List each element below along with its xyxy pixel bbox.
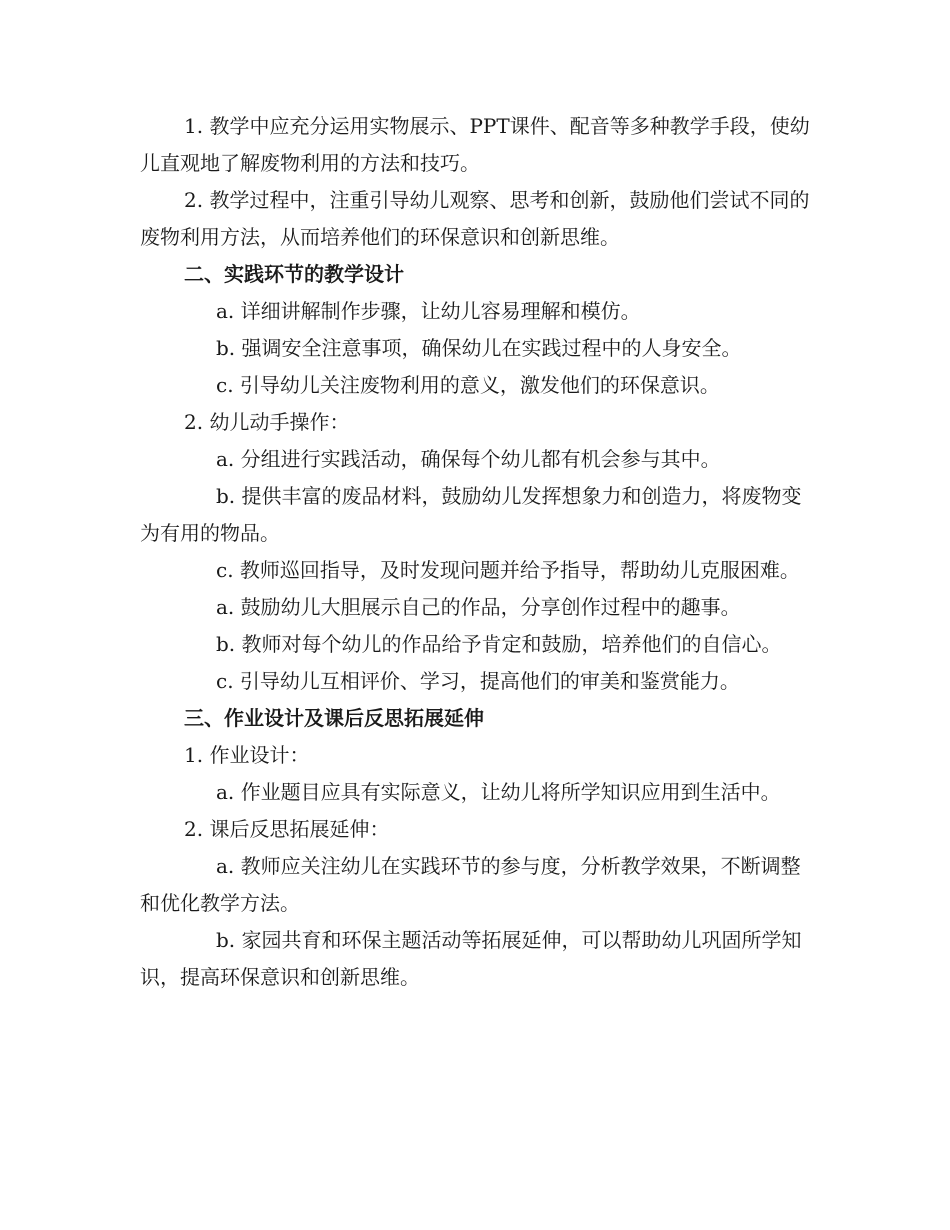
section-heading-2: 二、实践环节的教学设计 <box>184 262 404 286</box>
list-item: b. 强调安全注意事项，确保幼儿在实践过程中的人身安全。 <box>216 336 742 360</box>
list-item: b. 教师对每个幼儿的作品给予肯定和鼓励，培养他们的自信心。 <box>216 632 782 656</box>
list-item: b. 家园共育和环保主题活动等拓展延伸，可以帮助幼儿巩固所学知识，提高环保意识和创新思维。 <box>140 928 802 989</box>
list-item: c. 引导幼儿互相评价、学习，提高他们的审美和鉴赏能力。 <box>216 669 740 693</box>
document-body <box>140 108 812 996</box>
list-item: a. 教师应关注幼儿在实践环节的参与度，分析教学效果，不断调整和优化教学方法。 <box>140 854 801 915</box>
list-item: a. 作业题目应具有实际意义，让幼儿将所学知识应用到生活中。 <box>216 780 781 804</box>
paragraph-1: 1. 教学中应充分运用实物展示、PPT课件、配音等多种教学手段，使幼儿直观地了解废物利用的方法和技巧。 <box>140 114 810 175</box>
list-item: a. 分组进行实践活动，确保每个幼儿都有机会参与其中。 <box>216 447 721 471</box>
subsection-title: 1. 作业设计： <box>184 743 310 767</box>
section-heading-3: 三、作业设计及课后反思拓展延伸 <box>184 706 484 730</box>
list-item: b. 提供丰富的废品材料，鼓励幼儿发挥想象力和创造力，将废物变为有用的物品。 <box>140 484 802 545</box>
list-item: a. 鼓励幼儿大胆展示自己的作品，分享创作过程中的趣事。 <box>216 595 741 619</box>
list-item: c. 引导幼儿关注废物利用的意义，激发他们的环保意识。 <box>216 373 720 397</box>
list-item: a. 详细讲解制作步骤，让幼儿容易理解和模仿。 <box>216 299 641 323</box>
subsection-title: 2. 课后反思拓展延伸： <box>184 817 390 841</box>
subsection-title: 2. 幼儿动手操作： <box>184 410 350 434</box>
paragraph-2: 2. 教学过程中，注重引导幼儿观察、思考和创新，鼓励他们尝试不同的废物利用方法，从而培养他们的环保意识和创新思维。 <box>140 188 810 249</box>
list-item: c. 教师巡回指导，及时发现问题并给予指导，帮助幼儿克服困难。 <box>216 558 800 582</box>
